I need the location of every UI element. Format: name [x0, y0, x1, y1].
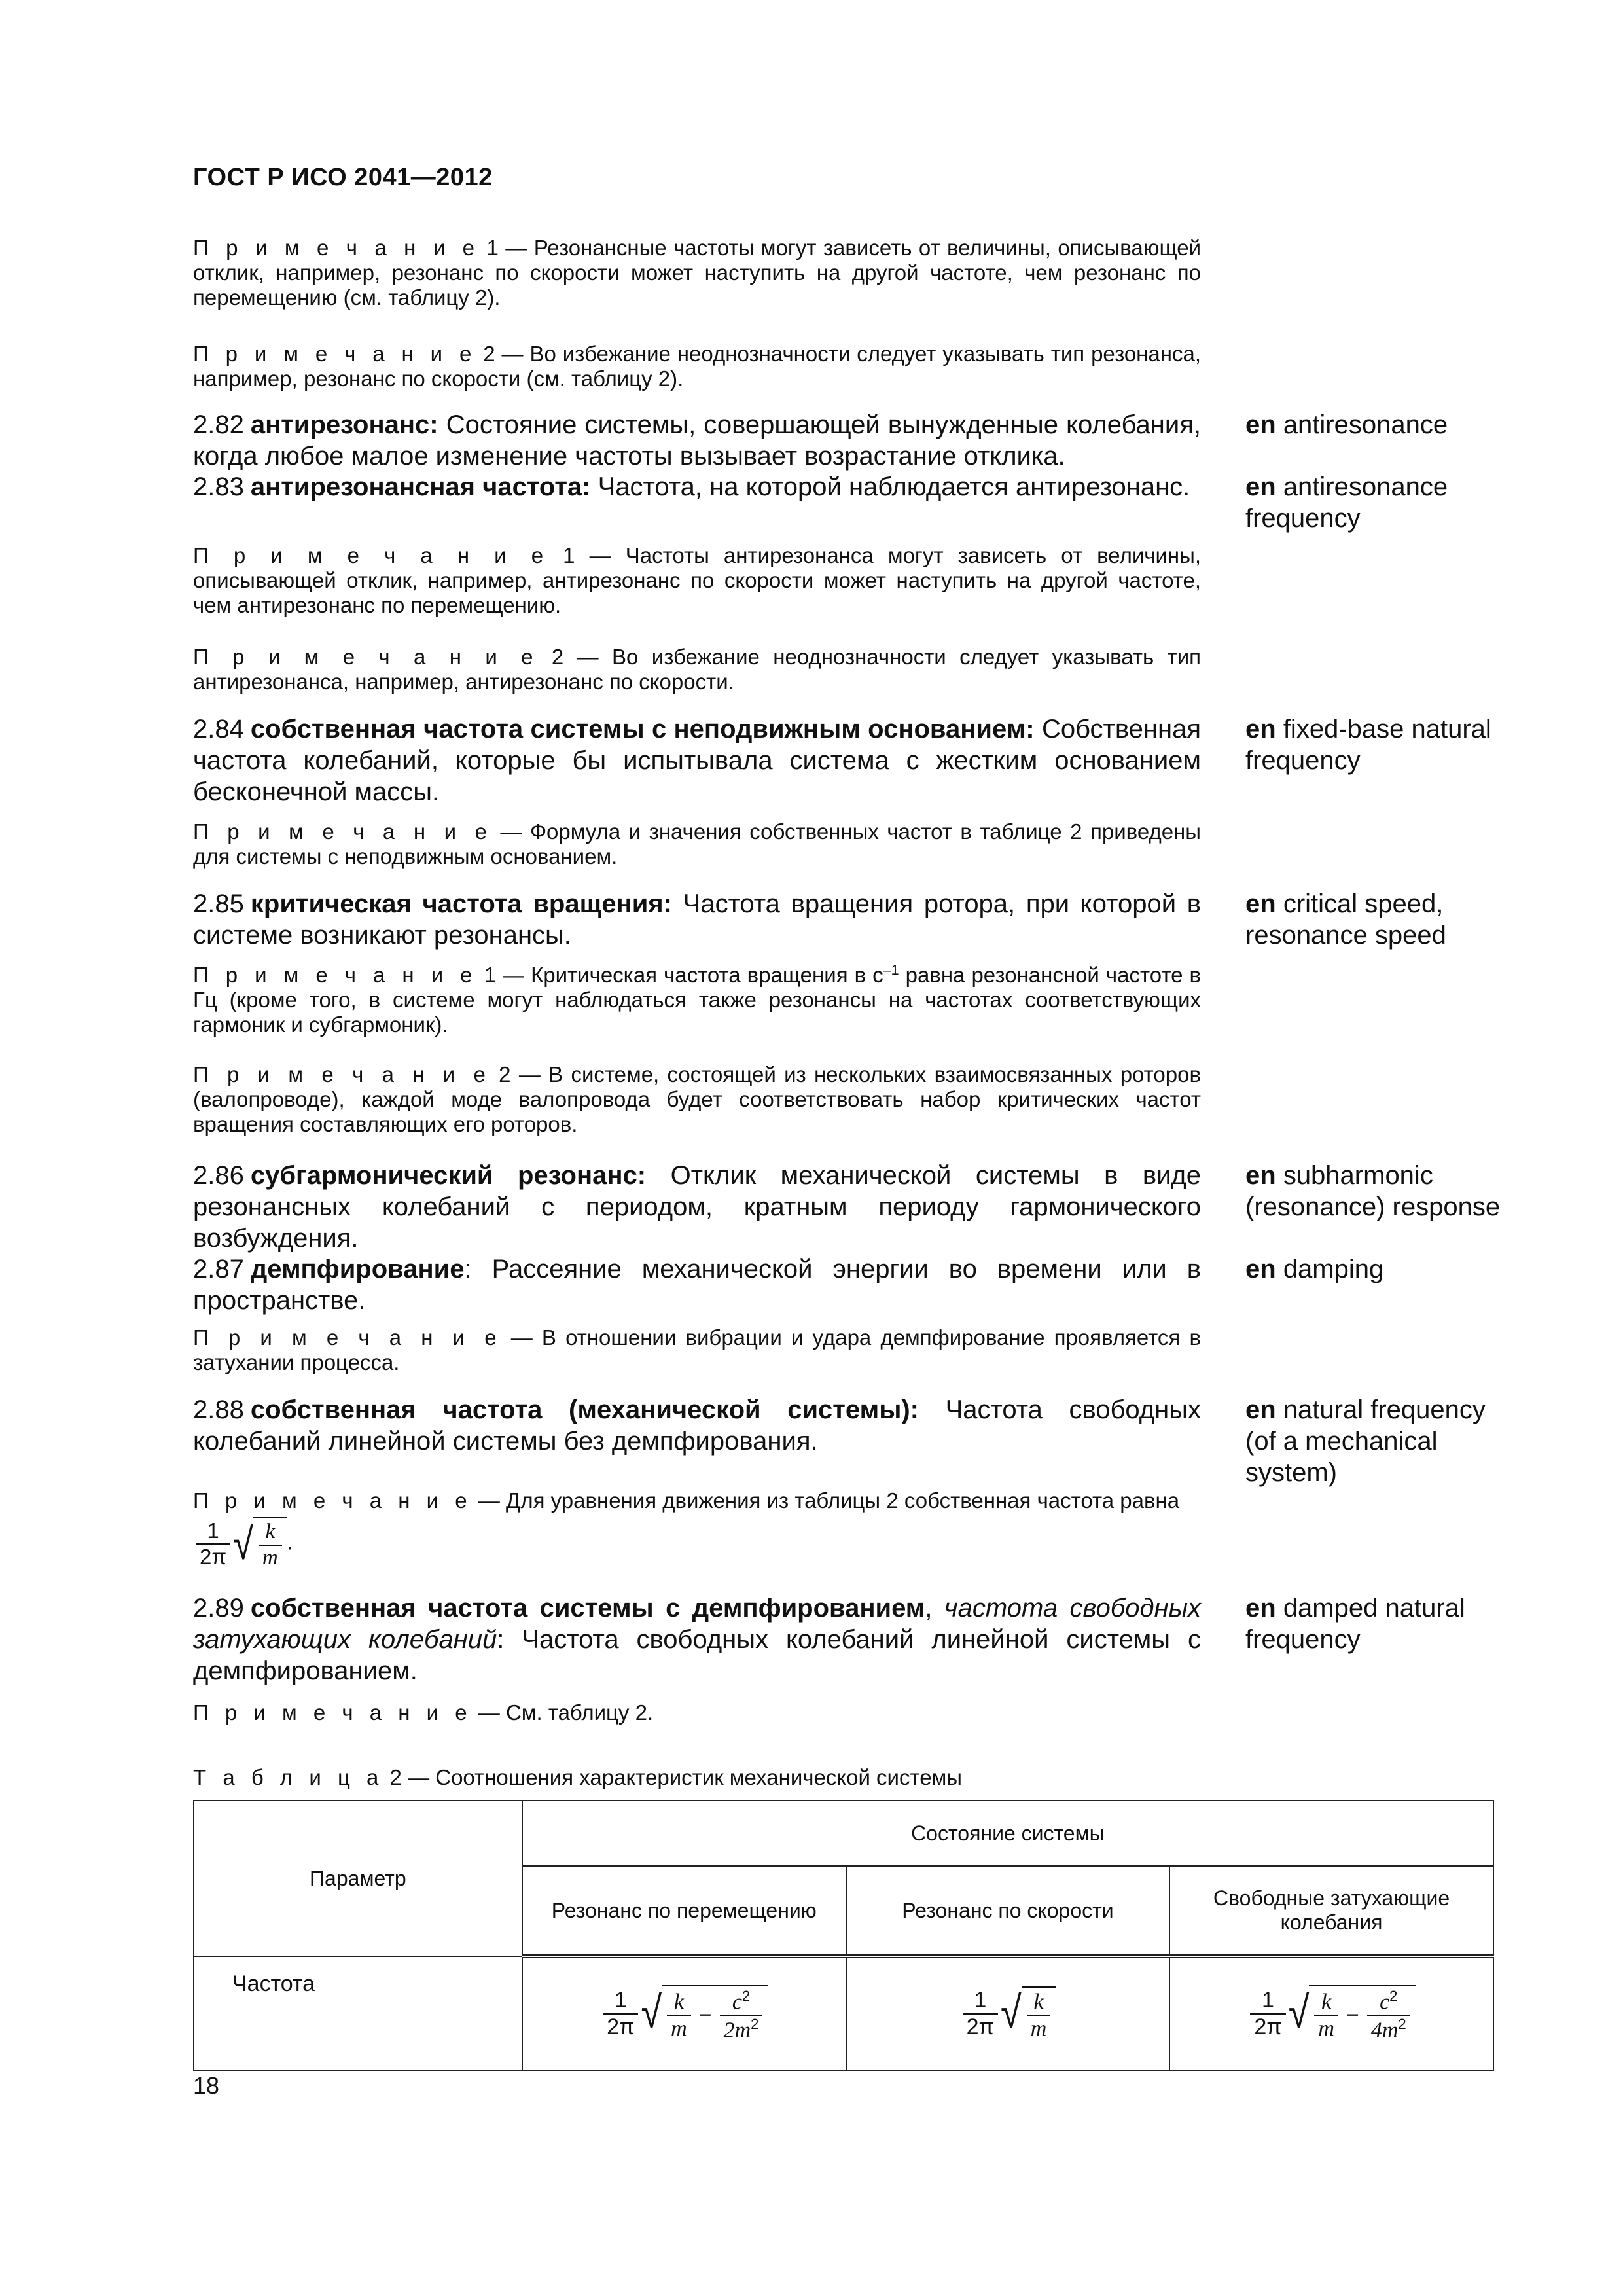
term-entry-2-88: 2.88 собственная частота (механической системы): Частота свободных колебаний линейной системы без демпфирования.	[193, 1395, 1201, 1456]
term-title: антирезонансная частота:	[250, 473, 591, 501]
term-entry-2-87: 2.87 демпфирование: Рассеяние механической энергии во времени или в пространстве.	[193, 1255, 1201, 1315]
english-equivalent-2-83: en antiresonance frequency	[1245, 473, 1448, 533]
header-free-damped: Свободные затухающие колебания	[1169, 1866, 1493, 1956]
note-fixed-base: П р и м е ч а н и е — Формула и значения собственных частот в таблице 2 приведены для системы с неподвижным основанием.	[193, 819, 1201, 869]
term-title: демпфирование	[250, 1255, 465, 1283]
term-alt-title: частота свободных затухающих колебаний	[193, 1594, 1202, 1654]
term-entry-2-83: 2.83 антирезонансная частота: Частота, на которой наблюдается антирезонанс.	[193, 473, 1190, 501]
page-number: 18	[193, 2072, 220, 2099]
term-title: субгармонический резонанс:	[250, 1161, 647, 1190]
formula-velocity-resonance: $\frac{1}{2\pi}$ √ $\frac{k}{m}$	[846, 1956, 1169, 2070]
note-antiresonance-2: П р и м е ч а н и е 2 — Во избежание неоднозначности следует указывать тип антирезонанса, например, антирезонанс по скорости.	[193, 645, 1202, 694]
table-caption: Т а б л и ц а 2 — Соотношения характеристик механической системы	[193, 1765, 962, 1789]
characteristics-table	[193, 1800, 1494, 2071]
note-damped-natural: П р и м е ч а н и е — См. таблицу 2.	[193, 1700, 654, 1725]
note-critical-speed-1: П р и м е ч а н и е 1 — Критическая частота вращения в $с^{-1}$ равна резонансной частоте в Гц (кроме того, в системе могут наблюдаться также резонансы на частотах соответствующих гармоник и субгармоник).	[193, 962, 1202, 1037]
term-title: антирезонанс:	[250, 410, 438, 439]
note-antiresonance-1: П р и м е ч а н и е 1 — Частоты антирезонанса могут зависеть от величины, описывающей отклик, например, антирезонанс по скорости может наступить на другой частоте, чем антирезонанс по перемещению.	[193, 543, 1201, 617]
term-entry-2-86: 2.86 субгармонический резонанс: Отклик механической системы в виде резонансных колебаний с периодом, кратным периоду гармонического возбуждения.	[193, 1161, 1201, 1253]
term-title: собственная частота (механической системы):	[250, 1395, 919, 1424]
document-header: ГОСТ Р ИСО 2041—2012	[193, 164, 493, 191]
term-title: критическая частота вращения:	[250, 889, 672, 918]
term-title: собственная частота системы с демпфированием	[250, 1594, 925, 1623]
header-system-state: Состояние системы	[522, 1801, 1493, 1866]
english-equivalent-2-85: en critical speed, resonance speed	[1245, 889, 1446, 950]
note-natural-frequency: П р и м е ч а н и е — Для уравнения движения из таблицы 2 собственная частота равна	[193, 1488, 1180, 1513]
english-equivalent-2-88: en natural frequency (of a mechanical system)	[1245, 1395, 1486, 1487]
term-entry-2-85: 2.85 критическая частота вращения: Частота вращения ротора, при которой в системе возникают резонансы.	[193, 889, 1201, 950]
header-velocity-resonance: Резонанс по скорости	[846, 1866, 1169, 1956]
row-label-frequency: Частота	[194, 1956, 522, 2070]
header-parameter: Параметр	[194, 1801, 522, 1956]
term-title: собственная частота системы с неподвижным основанием:	[250, 715, 1035, 744]
fraction: $\frac{1}{2\pi}$	[196, 1518, 230, 1570]
english-equivalent-2-82: en antiresonance	[1245, 410, 1448, 439]
term-entry-2-89: 2.89 собственная частота системы с демпфированием, частота свободных затухающих колебаний: Частота свободных колебаний линейной системы с демпфированием.	[193, 1594, 1202, 1685]
english-equivalent-2-87: en damping	[1245, 1255, 1384, 1283]
header-displacement-resonance: Резонанс по перемещению	[522, 1866, 846, 1956]
term-entry-2-84: 2.84 собственная частота системы с неподвижным основанием: Собственная частота колебаний, которые бы испытывала система с жестким основанием бесконечной массы.	[193, 715, 1201, 806]
formula-displacement-resonance: $\frac{1}{2\pi}$ √ $\frac{k}{m}$ − $\frac{c^2}{2m^2}$	[522, 1956, 846, 2070]
formula-natural-frequency: $\frac{1}{2\pi}$ √ $\frac{k}{m}$ .	[193, 1517, 1201, 1571]
note-resonance-1: П р и м е ч а н и е 1 — Резонансные частоты могут зависеть от величины, описывающей отклик, например, резонанс по скорости может наступить на другой частоте, чем резонанс по перемещению (см. таблицу 2).	[193, 236, 1202, 310]
english-equivalent-2-84: en fixed-base natural frequency	[1245, 715, 1491, 775]
note-critical-speed-2: П р и м е ч а н и е 2 — В системе, состоящей из нескольких взаимосвязанных роторов (валопроводе), каждой моде валопровода будет соответствовать набор критических частот вращения составляющих его роторов.	[193, 1062, 1202, 1136]
note-damping: П р и м е ч а н и е — В отношении вибрации и удара демпфирование проявляется в затухании процесса.	[193, 1325, 1201, 1374]
note-resonance-2: П р и м е ч а н и е 2 — Во избежание неоднозначности следует указывать тип резонанса, например, резонанс по скорости (см. таблицу 2).	[193, 342, 1201, 391]
english-equivalent-2-89: en damped natural frequency	[1245, 1594, 1465, 1654]
english-equivalent-2-86: en subharmonic (resonance) response	[1245, 1161, 1501, 1221]
square-root: √ $\frac{k}{m}$	[233, 1517, 287, 1571]
formula-free-damped: $\frac{1}{2\pi}$ √ $\frac{k}{m}$ − $\frac{c^2}{4m^2}$	[1169, 1956, 1493, 2070]
term-entry-2-82: 2.82 антирезонанс: Состояние системы, совершающей вынужденные колебания, когда любое малое изменение частоты вызывает возрастание отклика.	[193, 410, 1201, 471]
